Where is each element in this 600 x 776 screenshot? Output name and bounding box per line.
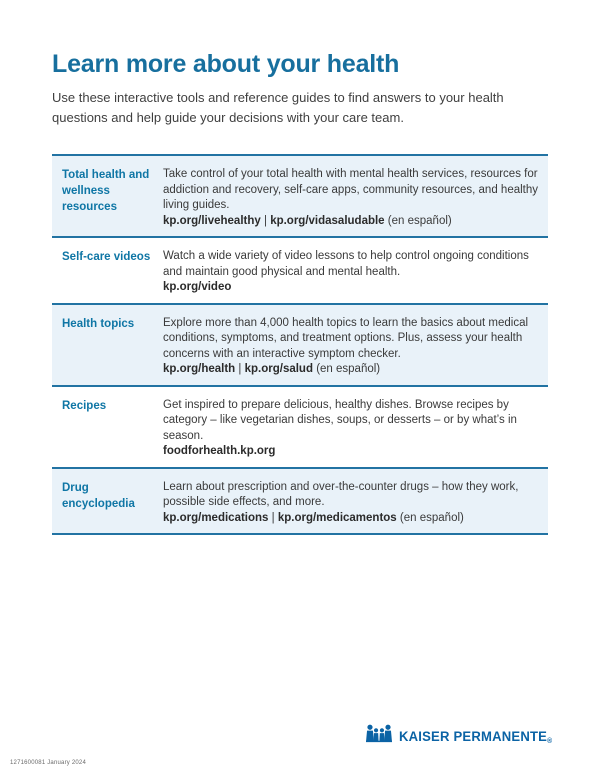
- kaiser-permanente-logo: [366, 724, 557, 750]
- divider: |: [271, 511, 275, 524]
- row-body: [163, 244, 548, 296]
- row-body: [163, 393, 548, 460]
- spanish-note: (en español): [387, 214, 452, 227]
- resource-table: [52, 154, 548, 535]
- row-links: [163, 280, 540, 296]
- table-row-total-health: [52, 156, 548, 238]
- resource-url-spanish: kp.org/salud: [244, 363, 313, 376]
- row-label: Drug encyclopedia: [62, 481, 135, 510]
- row-description: Watch a wide variety of video lessons to help control ongoing conditions and maintain good physical and mental health.: [163, 250, 529, 278]
- resource-url-spanish: kp.org/vidasaludable: [270, 214, 385, 227]
- resource-url-spanish: kp.org/medicamentos: [277, 511, 397, 524]
- row-links: [163, 362, 540, 378]
- row-links: [163, 511, 540, 527]
- table-row-health-topics: [52, 305, 548, 387]
- row-body: [163, 311, 548, 378]
- page-subtitle: Use these interactive tools and reference guides to find answers to your health questions and help guide your decisions with your care team.: [52, 90, 504, 126]
- row-description: Get inspired to prepare delicious, healthy dishes. Browse recipes by category – like vegetarian dishes, soups, or desserts – or by what’s in season.: [163, 398, 517, 442]
- resource-url: kp.org/health: [163, 363, 236, 376]
- page-title: Learn more about your health: [52, 50, 400, 78]
- resource-url: kp.org/livehealthy: [163, 214, 261, 227]
- row-label: Health topics: [62, 317, 135, 330]
- divider: |: [263, 214, 267, 227]
- divider: |: [238, 363, 242, 376]
- resource-url: kp.org/video: [163, 281, 232, 294]
- kp-family-icon: [366, 724, 392, 750]
- row-links: [163, 444, 540, 460]
- row-label: Self-care videos: [62, 251, 151, 264]
- row-links: [163, 214, 540, 230]
- table-row-self-care-videos: [52, 238, 548, 305]
- registered-trademark: ®: [547, 738, 553, 745]
- resource-url: foodforhealth.kp.org: [163, 445, 276, 458]
- spanish-note: (en español): [316, 363, 381, 376]
- spanish-note: (en español): [399, 511, 464, 524]
- resource-url: kp.org/medications: [163, 511, 269, 524]
- row-description: Explore more than 4,000 health topics to learn the basics about medical conditions, symptoms, and treatment options. Plus, assess your health concerns with an interactive symptom checker.: [163, 316, 529, 360]
- row-body: [163, 475, 548, 527]
- row-label: Total health and wellness resources: [62, 169, 150, 213]
- row-description: Learn about prescription and over-the-counter drugs – how they work, possible side effects, and more.: [163, 480, 519, 509]
- row-body: [163, 162, 548, 229]
- logo-wordmark: KAISER PERMANENTE®: [398, 729, 553, 745]
- form-number: 1271600081 January 2024: [10, 760, 86, 766]
- table-row-recipes: [52, 387, 548, 469]
- row-description: Take control of your total health with mental health services, resources for addiction and recovery, self-care apps, community resources, and healthy living guides.: [163, 168, 539, 212]
- row-label: Recipes: [62, 399, 107, 412]
- table-row-drug-encyclopedia: [52, 469, 548, 536]
